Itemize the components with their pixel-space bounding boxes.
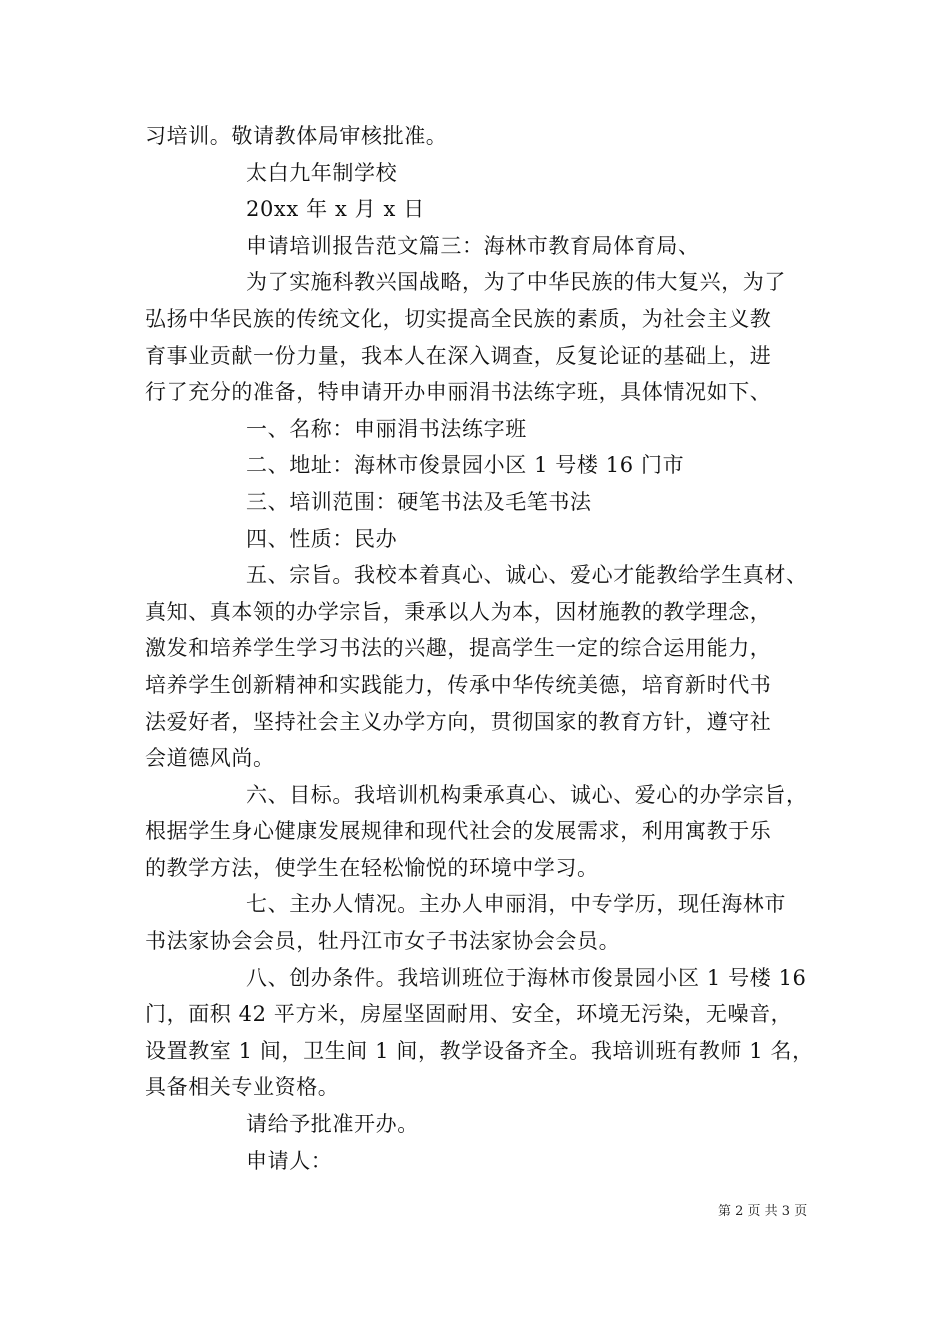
- text-line: 培养学生创新精神和实践能力，传承中华传统美德，培育新时代书: [145, 672, 772, 697]
- list-item-purpose: 五、宗旨。我校本着真心、诚心、爱心才能教给学生真材、: [246, 563, 808, 588]
- text-line: 为了实施科教兴国战略，为了中华民族的伟大复兴，为了: [246, 270, 786, 295]
- text-line: 的教学方法，使学生在轻松愉悦的环境中学习。: [145, 855, 599, 880]
- document-body: [145, 118, 814, 1179]
- text-line: 激发和培养学生学习书法的兴趣，提高学生一定的综合运用能力，: [145, 636, 772, 661]
- request-line: 请给予批准开办。: [246, 1112, 419, 1137]
- list-item-goal: 六、目标。我培训机构秉承真心、诚心、爱心的办学宗旨，: [246, 782, 808, 807]
- text-line: 弘扬中华民族的传统文化，切实提高全民族的素质，为社会主义教: [145, 306, 772, 331]
- list-item-conditions: 八、创办条件。我培训班位于海林市俊景园小区 1 号楼 16: [246, 965, 807, 990]
- text-line: 门，面积 42 平方米，房屋坚固耐用、安全，环境无污染，无噪音，: [145, 1002, 793, 1027]
- list-item-scope: 三、培训范围：硬笔书法及毛笔书法: [246, 489, 592, 514]
- text-line: 行了充分的准备，特申请开办申丽涓书法练字班，具体情况如下、: [145, 380, 772, 405]
- text-line: 书法家协会会员，牡丹江市女子书法家协会会员。: [145, 929, 621, 954]
- text-line: 习培训。敬请教体局审核批准。: [145, 124, 448, 148]
- page-number: 第 2 页 共 3 页: [718, 1204, 808, 1219]
- text-line: 真知、真本领的办学宗旨，秉承以人为本，因材施教的教学理念，: [145, 599, 772, 624]
- text-line: 会道德风尚。: [145, 746, 275, 771]
- text-line: 具备相关专业资格。: [145, 1075, 340, 1100]
- list-item-organizer: 七、主办人情况。主办人申丽涓，中专学历，现任海林市: [246, 892, 786, 917]
- list-item-nature: 四、性质：民办: [246, 526, 398, 551]
- list-item-address: 二、地址：海林市俊景园小区 1 号楼 16 门市: [246, 453, 685, 478]
- text-line: 设置教室 1 间，卫生间 1 间，教学设备齐全。我培训班有教师 1 名，: [145, 1038, 814, 1063]
- text-line: 育事业贡献一份力量，我本人在深入调查，反复论证的基础上，进: [145, 343, 772, 368]
- date-line: 20xx 年 x 月 x 日: [246, 197, 425, 222]
- school-name-line: 太白九年制学校: [246, 160, 398, 185]
- section-heading: 申请培训报告范文篇三：海林市教育局体育局、: [246, 233, 700, 258]
- text-line: 根据学生身心健康发展规律和现代社会的发展需求，利用寓教于乐: [145, 819, 772, 844]
- list-item-name: 一、名称：申丽涓书法练字班: [246, 416, 527, 441]
- text-line: 法爱好者，坚持社会主义办学方向，贯彻国家的教育方针，遵守社: [145, 709, 772, 734]
- applicant-line: 申请人：: [246, 1148, 333, 1173]
